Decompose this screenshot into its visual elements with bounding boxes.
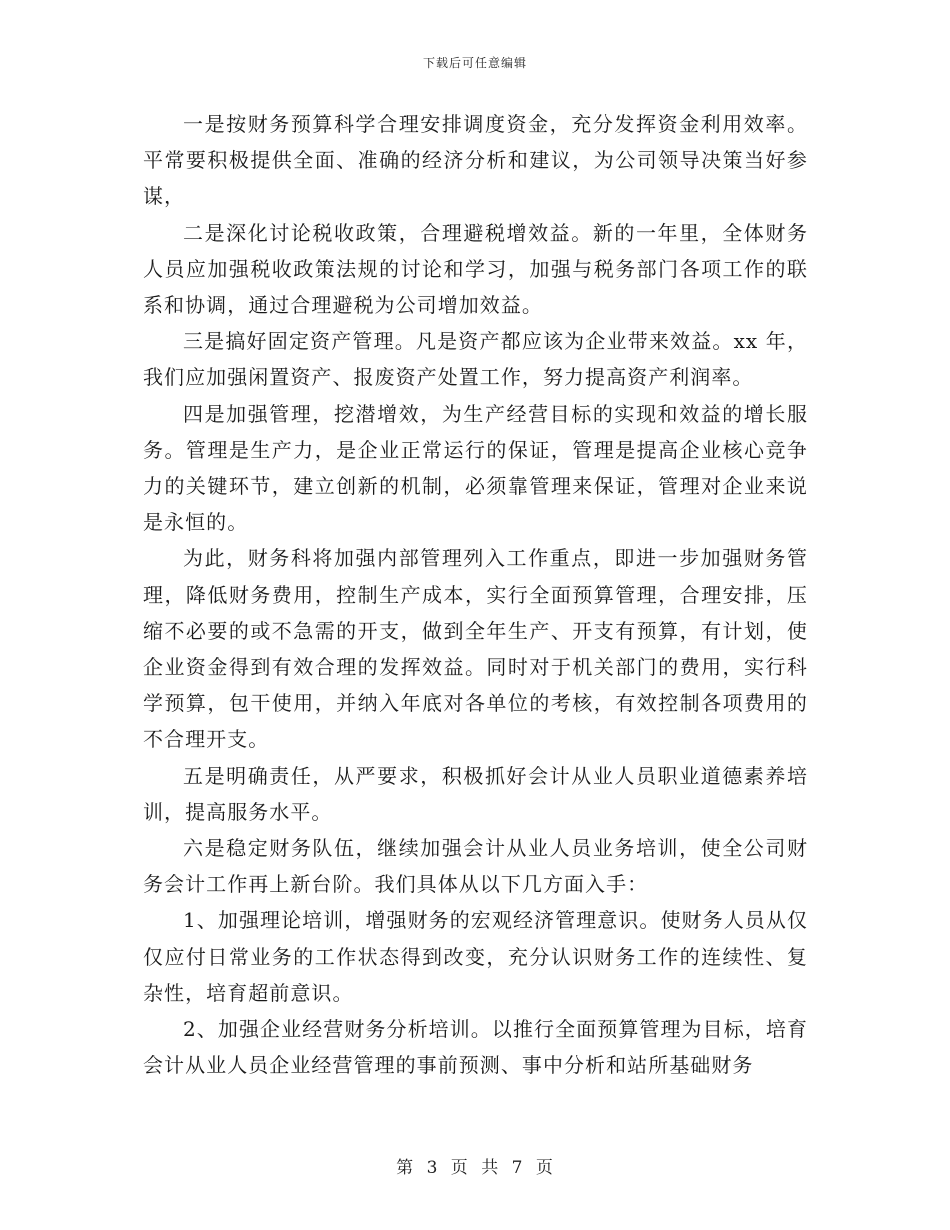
paragraph-6: 五是明确责任，从严要求，积极抓好会计从业人员职业道德素养培训，提高服务水平。 bbox=[143, 763, 808, 824]
paragraph-5: 为此，财务科将加强内部管理列入工作重点，即进一步加强财务管理，降低财务费用，控制生产成本，实行全面预算管理，合理安排，压缩不必要的或不急需的开支，做到全年生产、开支有预算，有计划，使企业资金得到有效合理的发挥效益。同时对于机关部门的费用，实行科学预算，包干使用，并纳入年底对各单位的考核，有效控制各项费用的不合理开支。 bbox=[143, 546, 808, 752]
paragraph-1: 一是按财务预算科学合理安排调度资金，充分发挥资金利用效率。平常要积极提供全面、准确的经济分析和建议，为公司领导决策当好参谋， bbox=[143, 112, 808, 209]
paragraph-2: 二是深化讨论税收政策，合理避税增效益。新的一年里，全体财务人员应加强税收政策法规的讨论和学习，加强与税务部门各项工作的联系和协调，通过合理避税为公司增加效益。 bbox=[143, 220, 808, 318]
page-header: 下载后可任意编辑 bbox=[422, 56, 527, 70]
paragraph-9: 2、加强企业经营财务分析培训。以推行全面预算管理为目标，培育会计从业人员企业经营管理的事前预测、事中分析和站所基础财务 bbox=[143, 1017, 808, 1078]
paragraph-3: 三是搞好固定资产管理。凡是资产都应该为企业带来效益。xx 年，我们应加强闲置资产、报废资产处置工作，努力提高资产利润率。 bbox=[143, 329, 808, 390]
page-number-footer: 第 3 页 共 7 页 bbox=[396, 1158, 554, 1178]
body-text bbox=[143, 106, 808, 1083]
paragraph-4: 四是加强管理，挖潜增效，为生产经营目标的实现和效益的增长服务。管理是生产力，是企业正常运行的保证，管理是提高企业核心竞争力的关键环节，建立创新的机制，必须靠管理来保证，管理对企业来说是永恒的。 bbox=[143, 401, 808, 535]
paragraph-8: 1、加强理论培训，增强财务的宏观经济管理意识。使财务人员从仅仅应付日常业务的工作状态得到改变，充分认识财务工作的连续性、复杂性，培育超前意识。 bbox=[143, 908, 808, 1005]
paragraph-7: 六是稳定财务队伍，继续加强会计从业人员业务培训，使全公司财务会计工作再上新台阶。我们具体从以下几方面入手： bbox=[143, 836, 808, 897]
